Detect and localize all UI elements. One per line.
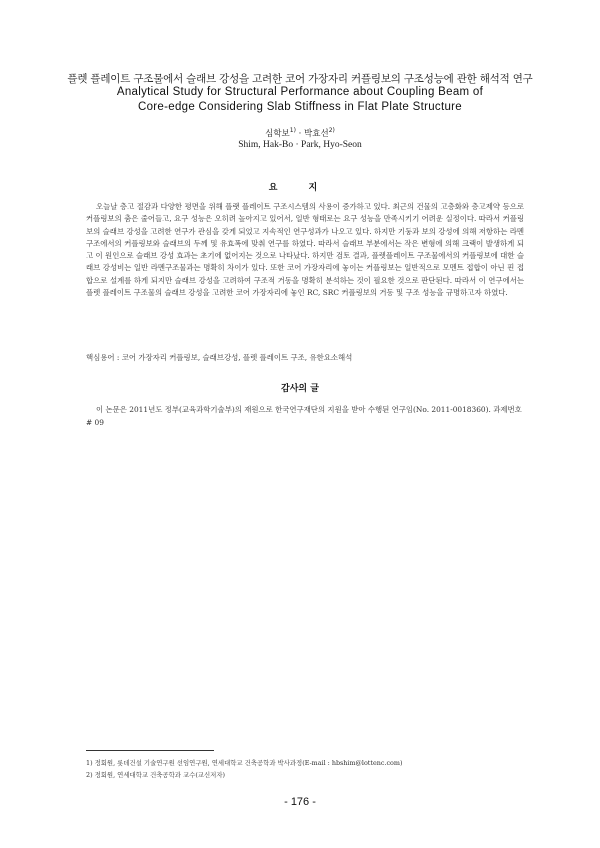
page-number: - 176 - [284, 796, 316, 808]
footnote-divider [86, 750, 214, 751]
author-2-footnote-mark: 2) [328, 127, 335, 135]
abstract-text: 오늘날 층고 절감과 다양한 평면을 위해 플랫 플레이트 구조시스템의 사용이 증가하고 있다. 최근의 건물의 고층화와 층고제약 등으로 커플링보의 춤은 줄어들고, 요구 성능은 오히려 높아지고 있어서, 일반 형태로는 요구 성능을 만족시키기 어려운 실정이다. 따라서 커플링보의 슬래브 강성을 고려한 연구가 관심을 갖게 되었고 지속적인 연구성과가 나오고 있다. 하지만 기둥과 보의 강성에 의해 저항하는 라멘구조에서의 커플링보와 슬래브의 두께 및 유효폭에 맞춰 연구를 하였다. 따라서 슬래브 부분에서는 작은 변형에 의해 크랙이 발생하게 되고 이 원인으로 슬래브 강성 효과는 초기에 없어지는 것으로 나타났다. 하지만 검토 결과, 플렛플레이트 구조물에서의 커플링보에 대한 슬래브 강성비는 일반 라멘구조물과는 명확히 차이가 있다. 또한 코어 가장자리에 놓이는 커플링보는 일반적으로 모멘트 접합이 아닌 핀 접합으로 설계를 하게 되지만 슬래브 강성을 고려하여 구조적 거동을 명확히 분석하는 것이 필요한 것으로 판단된다. 따라서 이 연구에서는 플렛 플레이트 구조물의 슬래브 강성을 고려한 코어 가장자리에 놓인 RC, SRC 커플링보의 거동 및 구조 성능을 규명하고자 하였다. [86, 202, 524, 298]
authors-english: Shim, Hak-Bo · Park, Hyo-Seon [238, 140, 362, 150]
title-korean: 플렛 플레이트 구조물에서 슬래브 강성을 고려한 코어 가장자리 커플링보의 구조성능에 관한 해석적 연구 [67, 73, 533, 85]
author-1-footnote-mark: 1) [289, 127, 296, 135]
acknowledgment-text: 이 논문은 2011년도 정부(교육과학기술부)의 재원으로 한국연구재단의 지원을 받아 수행된 연구임(No. 2011-0018360). 과제번호# 09 [86, 405, 522, 427]
abstract-heading: 요 지 [268, 183, 332, 193]
author-1-name: 심학보 [265, 129, 290, 139]
acknowledgment-heading: 감사의 글 [281, 384, 319, 394]
footnote-2: 2) 정회원, 연세대학교 건축공학과 교수(교신저자) [86, 771, 225, 779]
title-english [40, 85, 560, 115]
title-english-line-2: Core-edge Considering Slab Stiffness in Flat Plate Structure [138, 101, 462, 113]
footnote-1: 1) 정회원, 롯데건설 기술연구원 선임연구원, 연세대학교 건축공학과 박사과정(E-mail : hbshim@lottenc.com) [86, 759, 403, 767]
author-2-name: 박효선 [304, 129, 329, 139]
keywords: 핵심용어 : 코어 가장자리 커플링보, 슬래브강성, 플렛 플레이트 구조, 유한요소해석 [86, 353, 353, 362]
footnotes [86, 757, 526, 781]
authors-korean [40, 127, 560, 139]
title-english-line-1: Analytical Study for Structural Performance about Coupling Beam of [116, 86, 484, 98]
author-separator: · [295, 129, 305, 139]
